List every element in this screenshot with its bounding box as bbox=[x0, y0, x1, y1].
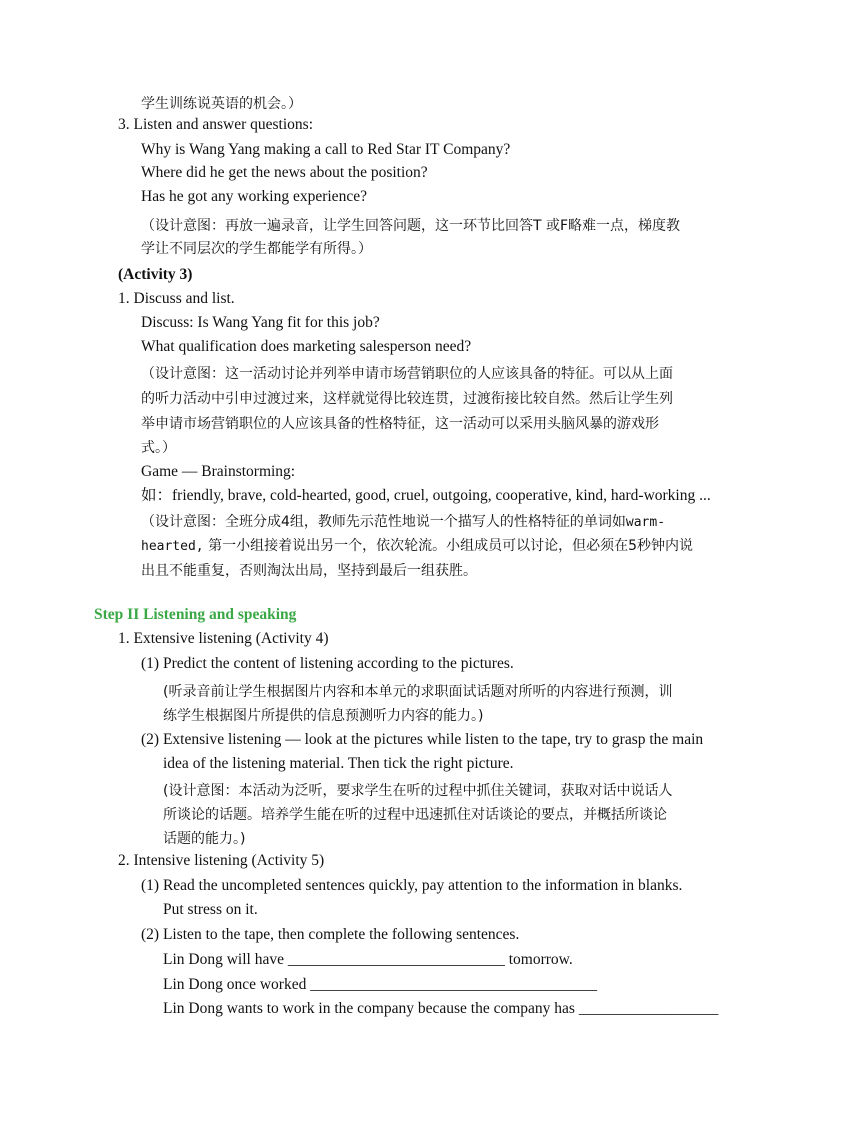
question-line: Has he got any working experience? bbox=[141, 188, 367, 205]
design-note: 话题的能力。) bbox=[163, 831, 246, 847]
design-note: 出且不能重复，否则淘汰出局，坚持到最后一组获胜。 bbox=[141, 563, 477, 579]
sub-item: (1) Read the uncompleted sentences quickly, pay attention to the information in blanks. bbox=[141, 877, 683, 894]
list-item-heading: 1. Extensive listening (Activity 4) bbox=[118, 630, 329, 647]
design-note: 练学生根据图片所提供的信息预测听力内容的能力。) bbox=[163, 708, 484, 724]
design-note: 举申请市场营销职位的人应该具备的性格特征，这一活动可以采用头脑风暴的游戏形 bbox=[141, 416, 659, 432]
design-note: （设计意图：再放一遍录音，让学生回答问题，这一环节比回答T 或F略难一点，梯度教 bbox=[141, 218, 681, 234]
activity-heading: (Activity 3) bbox=[118, 266, 193, 283]
list-item-heading: 1. Discuss and list. bbox=[118, 290, 235, 307]
question-line: Where did he get the news about the position? bbox=[141, 164, 428, 181]
fill-in-sentence: Lin Dong will have ____________________________ tomorrow. bbox=[163, 951, 573, 968]
text-line: What qualification does marketing salesperson need? bbox=[141, 338, 472, 355]
fill-in-sentence: Lin Dong wants to work in the company because the company has __________________ bbox=[163, 1000, 719, 1017]
list-item-heading: 3. Listen and answer questions: bbox=[118, 116, 314, 133]
text-line: 学生训练说英语的机会。） bbox=[141, 96, 302, 112]
design-note: （设计意图：这一活动讨论并列举申请市场营销职位的人应该具备的特征。可以从上面 bbox=[141, 366, 673, 382]
text-line: Game — Brainstorming: bbox=[141, 463, 296, 480]
sub-item: idea of the listening material. Then tick the right picture. bbox=[163, 755, 514, 772]
design-note: 所谈论的话题。培养学生能在听的过程中迅速抓住对话谈论的要点，并概括所谈论 bbox=[163, 807, 667, 823]
design-note-text: （设计意图：全班分成4组，教师先示范性地说一个描写人的性格特征的单词如 bbox=[141, 514, 626, 530]
design-note-code: warm- bbox=[625, 515, 666, 530]
design-note-text: 第一小组接着说出另一个，依次轮流。小组成员可以讨论，但必须在5秒钟内说 bbox=[203, 538, 693, 554]
design-note: 式。） bbox=[141, 440, 176, 456]
design-note-code: hearted, bbox=[141, 539, 204, 554]
list-item-heading: 2. Intensive listening (Activity 5) bbox=[118, 852, 325, 869]
sub-item: (1) Predict the content of listening according to the pictures. bbox=[141, 655, 514, 672]
sub-item: (2) Listen to the tape, then complete the following sentences. bbox=[141, 926, 520, 943]
text-line: 如：friendly, brave, cold-hearted, good, cruel, outgoing, cooperative, kind, hard-working ... bbox=[141, 487, 711, 504]
design-note bbox=[141, 536, 693, 557]
question-line: Why is Wang Yang making a call to Red Star IT Company? bbox=[141, 141, 511, 158]
design-note: 的听力活动中引申过渡过来，这样就觉得比较连贯，过渡衔接比较自然。然后让学生列 bbox=[141, 391, 673, 407]
step-heading: Step II Listening and speaking bbox=[94, 606, 297, 623]
design-note: (听录音前让学生根据图片内容和本单元的求职面试话题对所听的内容进行预测，训 bbox=[163, 684, 673, 700]
design-note: 学让不同层次的学生都能学有所得。） bbox=[141, 241, 372, 257]
sub-item: Put stress on it. bbox=[163, 901, 258, 918]
design-note bbox=[141, 512, 665, 533]
sub-item: (2) Extensive listening — look at the pictures while listen to the tape, try to grasp the main bbox=[141, 731, 704, 748]
fill-in-sentence: Lin Dong once worked _____________________________________ bbox=[163, 976, 597, 993]
text-line: Discuss: Is Wang Yang fit for this job? bbox=[141, 314, 380, 331]
design-note: (设计意图：本活动为泛听，要求学生在听的过程中抓住关键词，获取对话中说话人 bbox=[163, 783, 673, 799]
